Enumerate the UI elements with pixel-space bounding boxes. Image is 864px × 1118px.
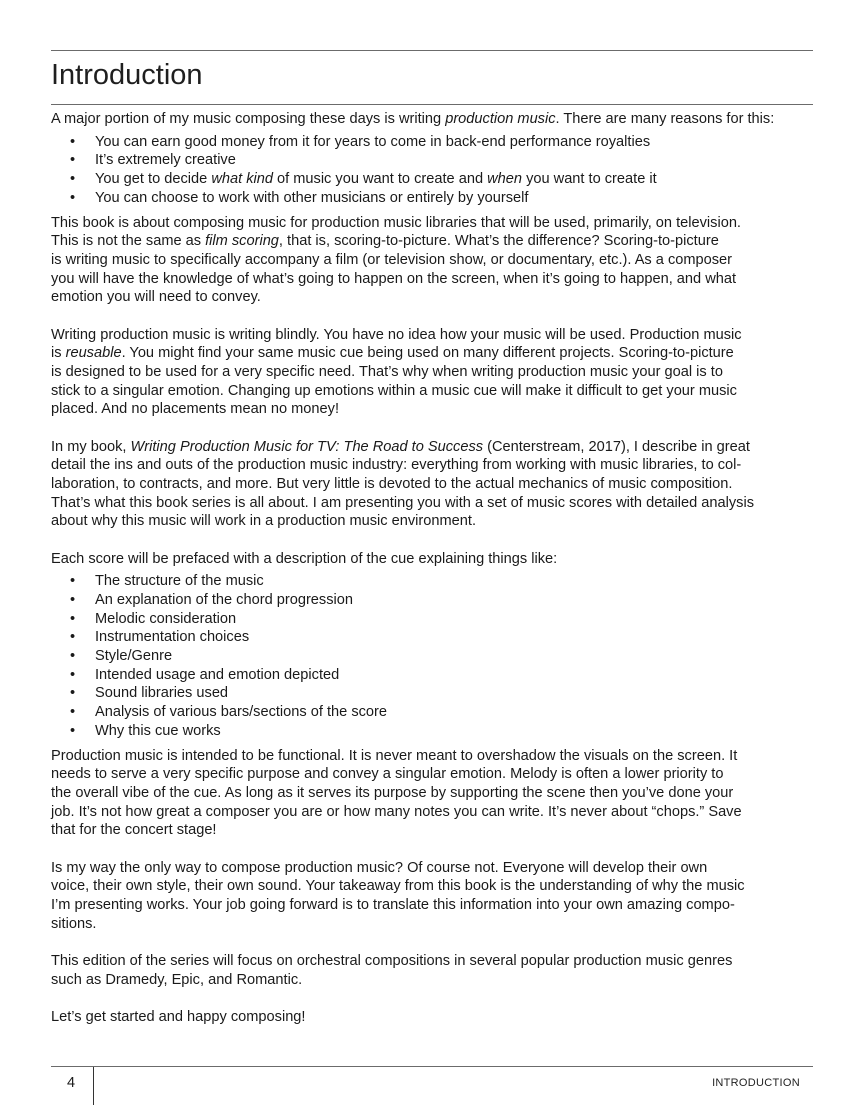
paragraph-intro: A major portion of my music composing these days is writing production music. There are many reasons for this:: [51, 111, 775, 127]
bullet-icon: •: [70, 648, 76, 665]
paragraph-film-scoring: This book is about composing music for production music libraries that will be used, primarily, on television. This is not the same as film scoring, that is, scoring-to-picture. What’s the difference? Scoring-to-picture is writing music to specifically accompany a film (or television show, or documentary, etc.). As a composer you will have the knowledge of what’s going to happen on the screen, when it’s going to happen, and what emotion you will need to convey.: [51, 214, 741, 306]
bullet-icon: •: [70, 171, 76, 188]
running-footer-section: INTRODUCTION: [712, 1077, 800, 1089]
bullet-icon: •: [70, 152, 76, 169]
score-topics-list: [51, 572, 815, 740]
paragraph-book-reference: In my book, Writing Production Music for TV: The Road to Success (Centerstream, 2017), I describe in great detail the ins and outs of the production music industry: everything from working with music libraries, to col- laboration, to contracts, and more. But very little is devoted to the actual mechanics of music composition. That’s what this book series is all about. I am presenting you with a set of music scores with detailed analysis about why this music will work in a production music environment.: [51, 438, 755, 530]
bullet-icon: •: [70, 189, 76, 206]
bullet-icon: •: [70, 133, 76, 150]
list-item: • You can choose to work with other musicians or entirely by yourself: [70, 189, 529, 206]
paragraph-edition: This edition of the series will focus on orchestral compositions in several popular production music genres such as Dramedy, Epic, and Romantic.: [51, 952, 733, 988]
body-text: [51, 110, 815, 1027]
list-item: • Analysis of various bars/sections of the score: [70, 704, 388, 721]
reasons-list: [51, 133, 815, 208]
header-rule: [51, 50, 813, 51]
bullet-icon: •: [70, 591, 76, 608]
page-number: 4: [67, 1075, 76, 1091]
footer-rule: [51, 1066, 813, 1067]
bullet-icon: •: [70, 610, 76, 627]
bullet-icon: •: [70, 629, 76, 646]
page-title: Introduction: [51, 59, 203, 91]
bullet-icon: •: [70, 722, 76, 739]
bullet-icon: •: [70, 573, 76, 590]
title-rule: [51, 104, 813, 105]
bullet-icon: •: [70, 704, 76, 721]
list-item: • An explanation of the chord progression: [70, 591, 353, 608]
list-item: • Sound libraries used: [70, 685, 229, 702]
paragraph-score-preface: Each score will be prefaced with a description of the cue explaining things like:: [51, 550, 558, 567]
list-item: • Instrumentation choices: [70, 629, 250, 646]
list-item: • It’s extremely creative: [70, 152, 236, 169]
list-item: • Style/Genre: [70, 648, 173, 665]
paragraph-writing-blindly: Writing production music is writing blindly. You have no idea how your music will be used. Production music is reusable. You might find your same music cue being used on many different projects. Scoring-to-picture is designed to be used for a very specific need. That’s why when writing production music your goal is to stick to a singular emotion. Changing up emotions within a music cue will make it difficult to get your music placed. And no placements mean no money!: [51, 326, 742, 418]
paragraph-own-voice: Is my way the only way to compose production music? Of course not. Everyone will develop their own voice, their own style, their own sound. Your takeaway from this book is the understanding of why the music I’m presenting works. Your job going forward is to translate this information into your own amazing compo- sitions.: [51, 859, 745, 932]
footer-divider: [93, 1067, 94, 1105]
list-item: • You get to decide what kind of music you want to create and when you want to create it: [70, 171, 657, 188]
list-item: • Intended usage and emotion depicted: [70, 666, 340, 683]
bullet-icon: •: [70, 685, 76, 702]
list-item: • The structure of the music: [70, 573, 264, 590]
list-item: • Melodic consideration: [70, 610, 237, 627]
paragraph-closing: Let’s get started and happy composing!: [51, 1008, 306, 1025]
list-item: • Why this cue works: [70, 722, 221, 739]
bullet-icon: •: [70, 666, 76, 683]
paragraph-functional: Production music is intended to be functional. It is never meant to overshadow the visuals on the screen. It needs to serve a very specific purpose and convey a singular emotion. Melody is often a lower priority to the overall vibe of the cue. As long as it serves its purpose by supporting the scene then you’ve done your job. It’s not how great a composer you are or how many notes you can write. It’s never about “chops.” Save that for the concert stage!: [51, 747, 742, 839]
list-item: • You can earn good money from it for years to come in back-end performance royalties: [70, 133, 651, 150]
